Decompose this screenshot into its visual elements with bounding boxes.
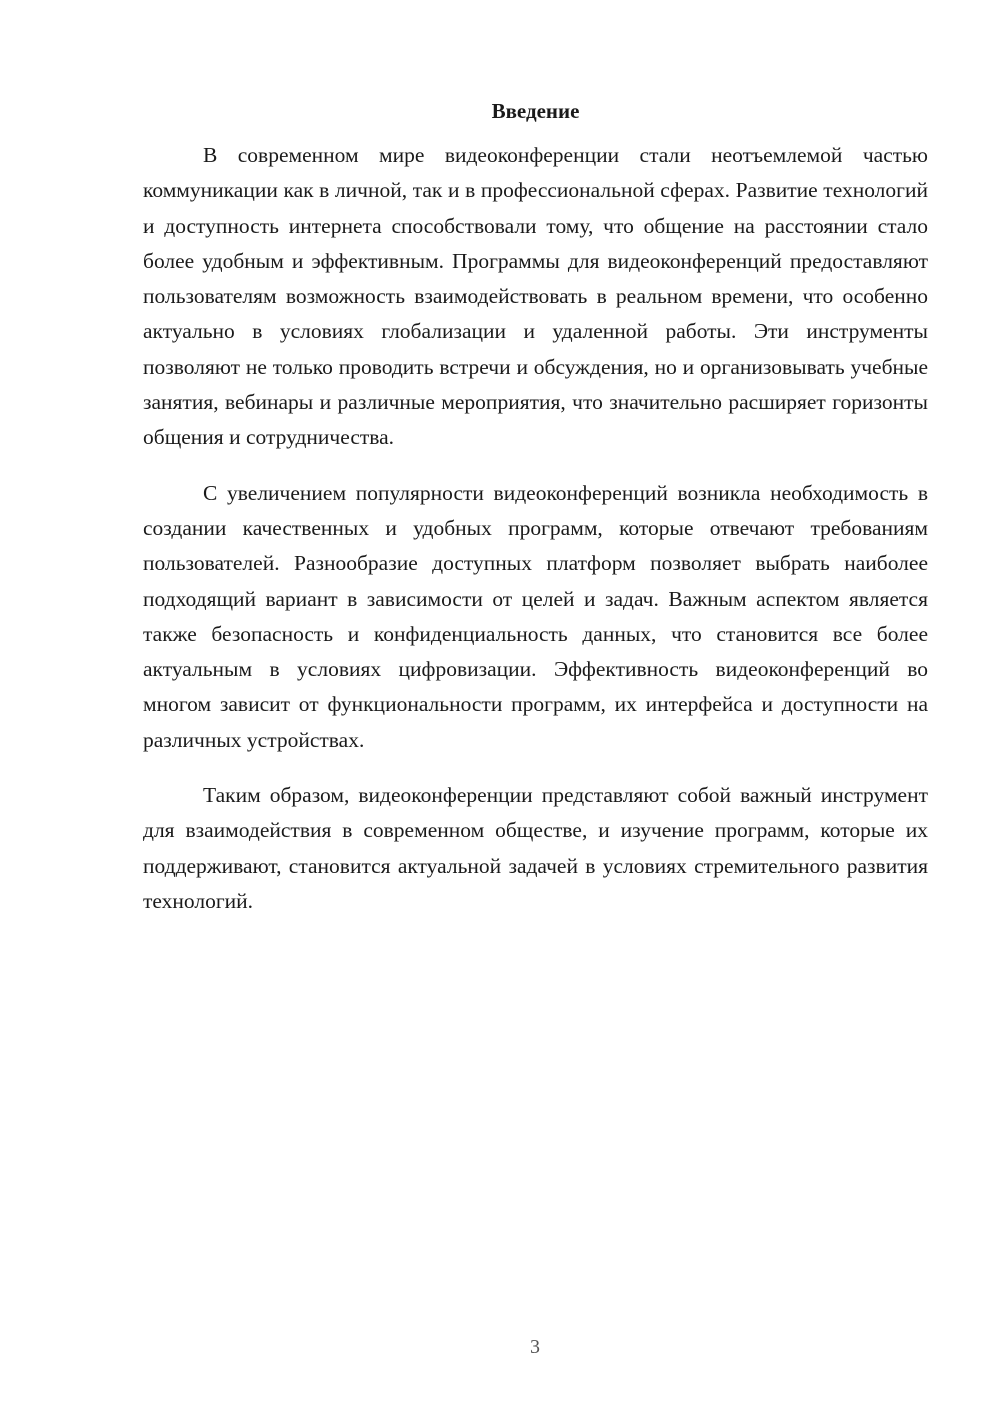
paragraph-1: В современном мире видеоконференции стали неотъемлемой частью коммуникации как в личной, так и в профессиональной сферах. Развитие технологий и доступность интернета способствовали тому, что общение на расстоянии стало более удобным и эффективным. Программы для видеоконференций предоставляют пользователям возможность взаимодействовать в реальном времени, что особенно актуально в условиях глобализации и удаленной работы. Эти инструменты позволяют не только проводить встречи и обсуждения, но и организовывать учебные занятия, вебинары и различные мероприятия, что значительно расширяет горизонты общения и сотрудничества. <box>143 143 928 450</box>
section-title: Введение <box>491 99 580 123</box>
page-number: 3 <box>530 1336 540 1358</box>
paragraph-3: Таким образом, видеоконференции представляют собой важный инструмент для взаимодействия в современном обществе, и изучение программ, которые их поддерживают, становится актуальной задачей в условиях стремительного развития технологий. <box>143 783 928 913</box>
page-content <box>143 96 928 939</box>
paragraph-2: С увеличением популярности видеоконференций возникла необходимость в создании качественных и удобных программ, которые отвечают требованиям пользователей. Разнообразие доступных платформ позволяет выбрать наиболее подходящий вариант в зависимости от целей и задач. Важным аспектом является также безопасность и конфиденциальность данных, что становится все более актуальным в условиях цифровизации. Эффективность видеоконференций во многом зависит от функциональности программ, их интерфейса и доступности на различных устройствах. <box>143 480 928 752</box>
